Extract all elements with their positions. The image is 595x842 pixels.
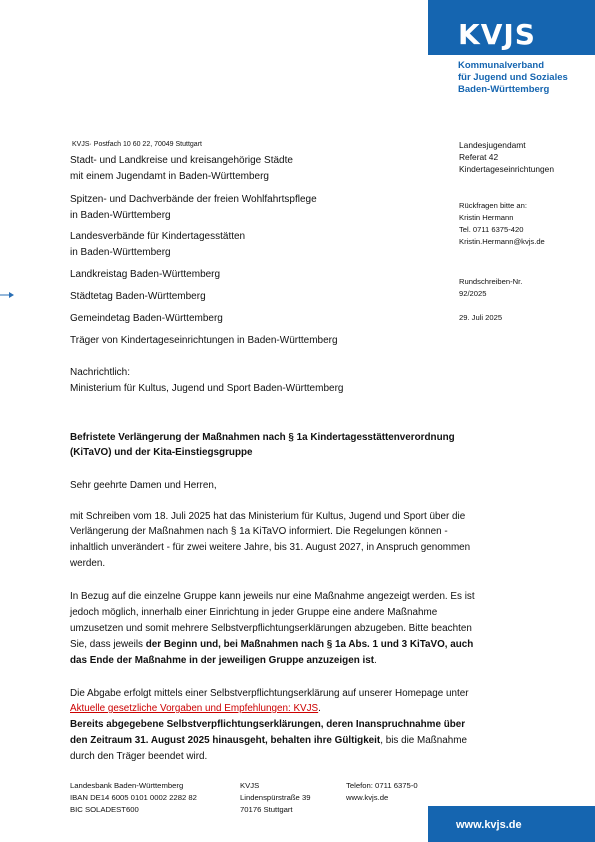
para3-line: durch den Träger beendet wird. xyxy=(70,751,208,762)
referat: Referat 42 xyxy=(459,152,499,162)
sender-line: KVJS· Postfach 10 60 22, 70049 Stuttgart xyxy=(72,141,202,148)
para3-line: Die Abgabe erfolgt mittels einer Selbstverpflichtungserklärung auf unserer Homepage unter xyxy=(70,688,469,699)
contact-email: Kristin.Hermann@kvjs.de xyxy=(459,237,545,246)
recipient-line: in Baden-Württemberg xyxy=(70,210,171,221)
recipient-line: Träger von Kindertageseinrichtungen in Baden-Württemberg xyxy=(70,335,338,346)
unit: Kindertageseinrichtungen xyxy=(459,164,554,174)
recipient-line: in Baden-Württemberg xyxy=(70,247,171,258)
footer-iban: IBAN DE14 6005 0101 0002 2282 82 xyxy=(70,793,197,802)
contact-phone: Tel. 0711 6375-420 xyxy=(459,225,524,234)
footer-street: Lindenspürstraße 39 xyxy=(240,793,311,802)
para3-text: . xyxy=(318,703,321,714)
para3-emphasis: den Zeitraum 31. August 2025 hinausgeht, behalten ihre Gültigkeit xyxy=(70,735,381,746)
cc-recipient: Ministerium für Kultus, Jugend und Sport Baden-Württemberg xyxy=(70,383,344,394)
para3-line xyxy=(70,701,321,716)
subject-line-2: (KiTaVO) und der Kita-Einstiegsgruppe xyxy=(70,447,253,458)
subject-line-1: Befristete Verlängerung der Maßnahmen nach § 1a Kindertagesstättenverordnung xyxy=(70,432,455,443)
fold-mark-arrow-icon xyxy=(0,291,14,299)
recipient-line: Städtetag Baden-Württemberg xyxy=(70,291,206,302)
para2-text: Sie, dass jeweils xyxy=(70,639,146,650)
para3-line xyxy=(70,733,467,748)
para3-line: Bereits abgegebene Selbstverpflichtungserklärungen, deren Inanspruchnahme über xyxy=(70,719,466,730)
footer-org: KVJS xyxy=(240,781,260,790)
para2-emphasis: das Ende der Maßnahme in der jeweiligen Gruppe anzuzeigen ist xyxy=(70,655,374,666)
para2-line: jedoch möglich, innerhalb einer Einrichtung in jeder Gruppe eine andere Maßnahme xyxy=(70,607,438,618)
cc-label: Nachrichtlich: xyxy=(70,367,131,378)
homepage-link[interactable]: Aktuelle gesetzliche Vorgaben und Empfehlungen: KVJS xyxy=(70,703,319,714)
salutation: Sehr geehrte Damen und Herren, xyxy=(70,480,217,491)
footer-phone: Telefon: 0711 6375-0 xyxy=(346,781,418,790)
recipient-line: Spitzen- und Dachverbände der freien Wohlfahrtspflege xyxy=(70,194,317,205)
logo-line-3: Baden-Württemberg xyxy=(458,84,550,95)
footer-web[interactable]: www.kvjs.de xyxy=(346,793,389,802)
para2-line xyxy=(70,653,377,668)
circular-number: 92/2025 xyxy=(459,289,487,298)
footer-bic: BIC SOLADEST600 xyxy=(70,805,139,814)
para2-line: umzusetzen und somit mehrere Selbstverpflichtungserklärungen abzugeben. Bitte beachten xyxy=(70,623,472,634)
para2-emphasis: der Beginn und, bei Maßnahmen nach § 1a Abs. 1 und 3 KiTaVO, auch xyxy=(145,639,474,650)
para2-line: In Bezug auf die einzelne Gruppe kann jeweils nur eine Maßnahme angezeigt werden. Es ist xyxy=(70,591,475,602)
logo-line-1: Kommunalverband xyxy=(458,60,545,71)
recipient-line: Landkreistag Baden-Württemberg xyxy=(70,269,221,280)
para3-text: , bis die Maßnahme xyxy=(380,735,467,746)
footer-bank: Landesbank Baden-Württemberg xyxy=(70,781,184,790)
recipient-line: Stadt- und Landkreise und kreisangehörige Städte xyxy=(70,155,293,166)
circular-label: Rundschreiben-Nr. xyxy=(459,277,523,286)
footer-url-badge[interactable]: www.kvjs.de xyxy=(456,819,522,831)
para1-line: inhaltlich unverändert - für zwei weitere Jahre, bis 31. August 2027, in Anspruch genommen xyxy=(70,542,471,553)
para1-line: Verlängerung der Maßnahmen nach § 1a KiTaVO informiert. Die Regelungen können - xyxy=(70,526,448,537)
letter-date: 29. Juli 2025 xyxy=(459,313,503,322)
footer-city: 70176 Stuttgart xyxy=(240,805,293,814)
logo-line-2: für Jugend und Soziales xyxy=(458,72,568,83)
logo-wordmark: KVJS xyxy=(458,18,536,51)
para2-text: . xyxy=(374,655,377,666)
recipient-line: Landesverbände für Kindertagesstätten xyxy=(70,231,246,242)
department: Landesjugendamt xyxy=(459,140,526,150)
para2-line xyxy=(70,637,473,652)
para1-line: werden. xyxy=(70,558,106,569)
para1-line: mit Schreiben vom 18. Juli 2025 hat das Ministerium für Kultus, Jugend und Sport über die xyxy=(70,511,466,522)
contact-name: Kristin Hermann xyxy=(459,213,514,222)
recipient-line: Gemeindetag Baden-Württemberg xyxy=(70,313,223,324)
recipient-line: mit einem Jugendamt in Baden-Württemberg xyxy=(70,171,269,182)
contact-label: Rückfragen bitte an: xyxy=(459,201,527,210)
